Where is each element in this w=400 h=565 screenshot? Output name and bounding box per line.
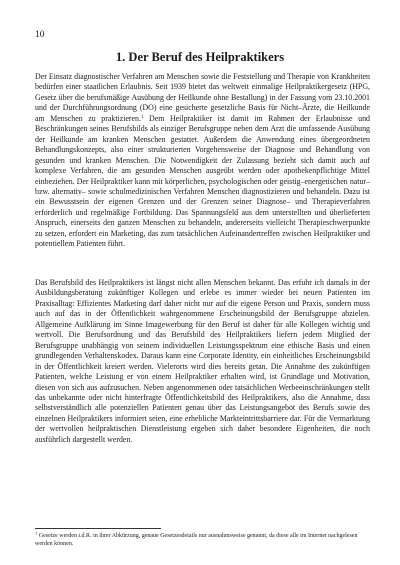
paragraph-1-text-after-note: Dem Heilpraktiker ist damit im Rahmen der Erlaubnisse und Beschränkungen seines Berufsbilds als einziger Berufsgruppe neben dem Arzt die umfassende Ausübung der Heilkunde am kranken Menschen gestattet. Außerdem die Anwendung eines übergeordneten Behandlungskonzepts, also einer strukturierten Vorgehensweise der Diagnose und Behandlung von gesunden und kranken Menschen. Die Notwendigkeit der Zulassung bezieht sich damit auch auf komplexe Verfahren, die am gesunden Menschen ausgeübt werden oder apothekenpflichtige Mittel einbeziehen. Der Heilpraktiker kann mit körperlichen, psychologischen oder geistig–energetischen natur– bzw. alternativ– sowie schulmedizinischen Verfahren Menschen diagnostizieren und behandeln. Dazu ist ein Bewusstsein der eigenen Grenzen und der Grenzen seiner Diagnose– und Therapieverfahren erforderlich und regelmäßige Fortbildung. Das Spannungsfeld aus dem unterstellten und überlieferten Anspruch, einerseits den ganzen Menschen zu behandeln, andererseits vielleicht Therapieschwerpunkte zu setzen, erfordert ein Marketing, das zum tatsächlichen Aufeinandertreffen zwischen Heilpraktiker und potentiellem Patienten führt. bbox=[35, 113, 370, 249]
footnote-text: Gesetze werden i.d.R. in ihrer Abkürzung, genaue Gesetzesdetails nur ausnahmsweise genannt, da diese alle im Internet nachgelesen werden können. bbox=[35, 533, 358, 547]
body-paragraph-2: Das Berufsbild des Heilpraktikers ist längst nicht allen Menschen bekannt. Das erfuhr ich damals in der Ausbildungsberatung zukünftiger Kollegen und erlebe es immer wieder bei neuen Patienten im Praxisalltag: Effizientes Marketing darf daher nicht nur auf die eigene Person und Praxis, sondern muss auch auf das in der Öffentlichkeit wahrgenommene Erscheinungsbild der Berufsgruppe abzielen. Allgemeine Aufklärung im Sinne Imagewerbung für den Beruf ist daher für alle Kollegen wichtig und wertvoll. Die Berufsordnung und das Berufsbild des Heilpraktikers liefern jedem Mitglied der Berufsgruppe unabhängig von seinem individuellen Leistungsspektrum eine ethische Basis und einen grundlegenden Verhaltenskodex. Daraus kann eine Corporate Identity, ein einheitliches Erscheinungsbild in der Öffentlichkeit kreiert werden. Vielerorts wird dies bereits getan. Die Annahme des zukünftigen Patienten, welche Leistung er von einem Heilpraktiker erhalten wird, ist Grundlage und Motivation, diesen von sich aus aufzusuchen. Neben angenommenen oder tatsächlichen Werbeeinschränkungen stellt das unbekannte oder nicht hinterfragte Öffentlichkeitsbild des Heilpraktikers, also die Annahme, dass selbstverständlich alle potenziellen Patienten genau über das Leistungsangebot des Berufs sowie des einzelnen Heilpraktikers informiert seien, eine erhebliche Markteintrittsbarriere dar. Für die Vermarktung der wertvollen heilpraktischen Dienstleistung ergeben sich daher besondere Eigenheiten, die noch ausführlich dargestellt werden. bbox=[35, 278, 370, 444]
footnote-divider bbox=[35, 528, 161, 529]
paragraph-1-text-before-note: Der Einsatz diagnostischer Verfahren am Menschen sowie die Feststellung und Therapie von Krankheiten bedürfen einer staatlichen Erlaubnis. Seit 1939 bietet das weltweit einmalige Heilpraktikergesetz (HPG, Gesetz über die berufsmäßige Ausübung der Heilkunde ohne Bestallung) in der Fassung vom 23.10.2001 und der Durchführungsordnung (DO) eine gesicherte gesetzliche Basis für Nicht–Ärzte, die Heilkunde am Menschen zu praktizieren. bbox=[35, 72, 370, 123]
body-paragraph-1 bbox=[35, 72, 370, 250]
page-number: 10 bbox=[35, 30, 45, 40]
footnote-marker: 1 bbox=[35, 530, 38, 536]
footnote bbox=[35, 530, 370, 548]
footnote-reference[interactable]: 1 bbox=[140, 114, 144, 120]
chapter-title: 1. Der Beruf des Heilpraktikers bbox=[115, 50, 285, 64]
